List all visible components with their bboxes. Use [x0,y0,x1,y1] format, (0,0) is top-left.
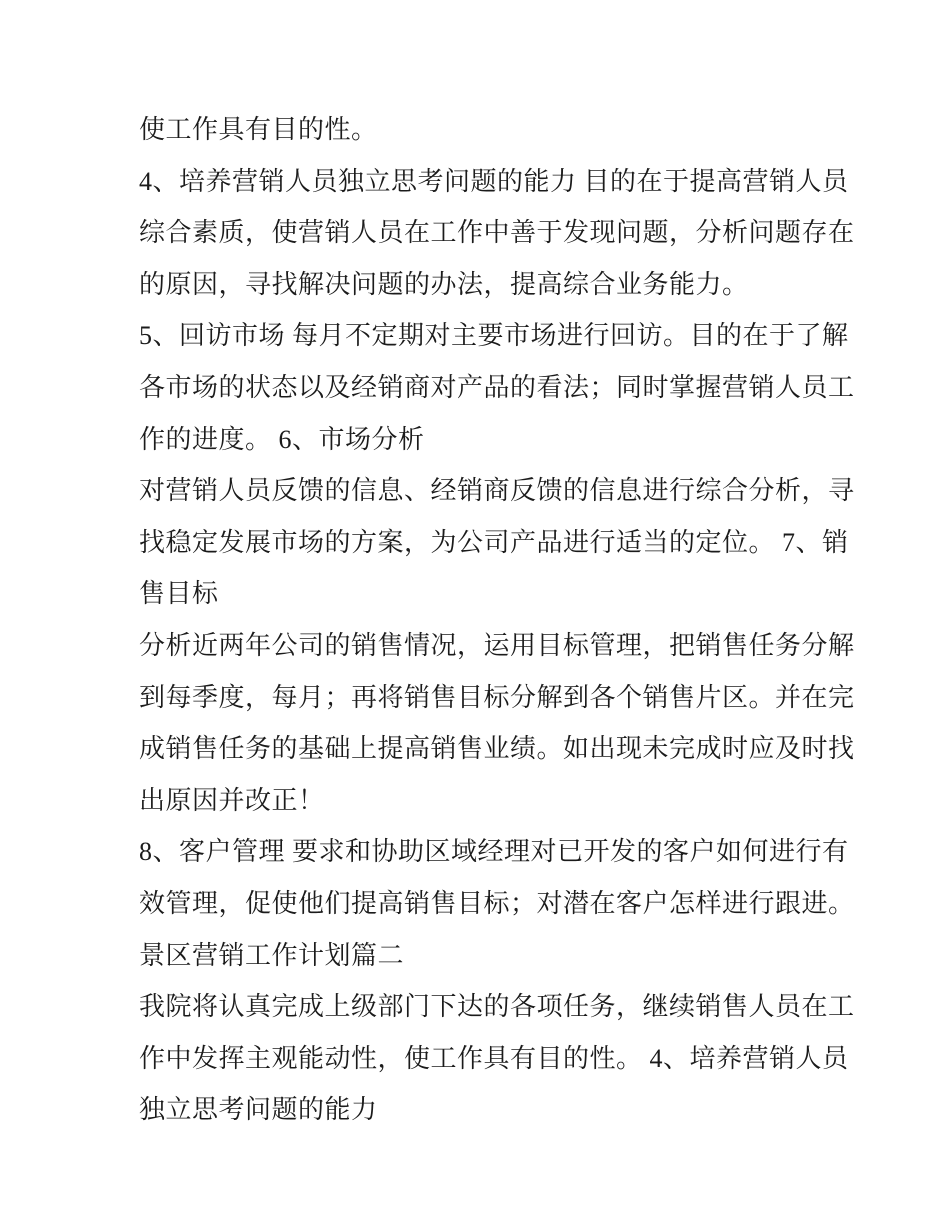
text-line: 售目标 [139,579,219,609]
text-line: 4、培养营销人员独立思考问题的能力 目的在于提高营销人员 [139,166,849,196]
text-line: 对营销人员反馈的信息、经销商反馈的信息进行综合分析，寻 [139,476,855,506]
text-line: 到每季度，每月；再将销售目标分解到各个销售片区。并在完 [139,682,855,712]
text-line: 5、回访市场 每月不定期对主要市场进行回访。目的在于了解 [139,321,849,351]
text-line: 成销售任务的基础上提高销售业绩。如出现未完成时应及时找 [139,734,855,764]
text-line: 作的进度。 6、市场分析 [139,424,425,454]
text-line: 景区营销工作计划篇二 [139,940,405,970]
text-line: 独立思考问题的能力 [139,1095,378,1125]
text-line: 分析近两年公司的销售情况，运用目标管理，把销售任务分解 [139,630,855,660]
text-line: 8、客户管理 要求和协助区域经理对已开发的客户如何进行有 [139,837,849,867]
text-line: 找稳定发展市场的方案，为公司产品进行适当的定位。 7、销 [139,527,849,557]
text-line: 使工作具有目的性。 [139,115,378,144]
text-line: 效管理，促使他们提高销售目标；对潜在客户怎样进行跟进。 [139,888,855,918]
document-text-block [139,104,859,1136]
text-line: 出原因并改正！ [139,785,325,815]
text-line: 我院将认真完成上级部门下达的各项任务，继续销售人员在工 [139,992,855,1022]
text-line: 的原因，寻找解决问题的办法，提高综合业务能力。 [139,269,749,299]
text-line: 作中发挥主观能动性，使工作具有目的性。 4、培养营销人员 [139,1043,849,1073]
text-line: 综合素质，使营销人员在工作中善于发现问题，分析问题存在 [139,218,855,248]
text-line: 各市场的状态以及经销商对产品的看法；同时掌握营销人员工 [139,372,855,402]
